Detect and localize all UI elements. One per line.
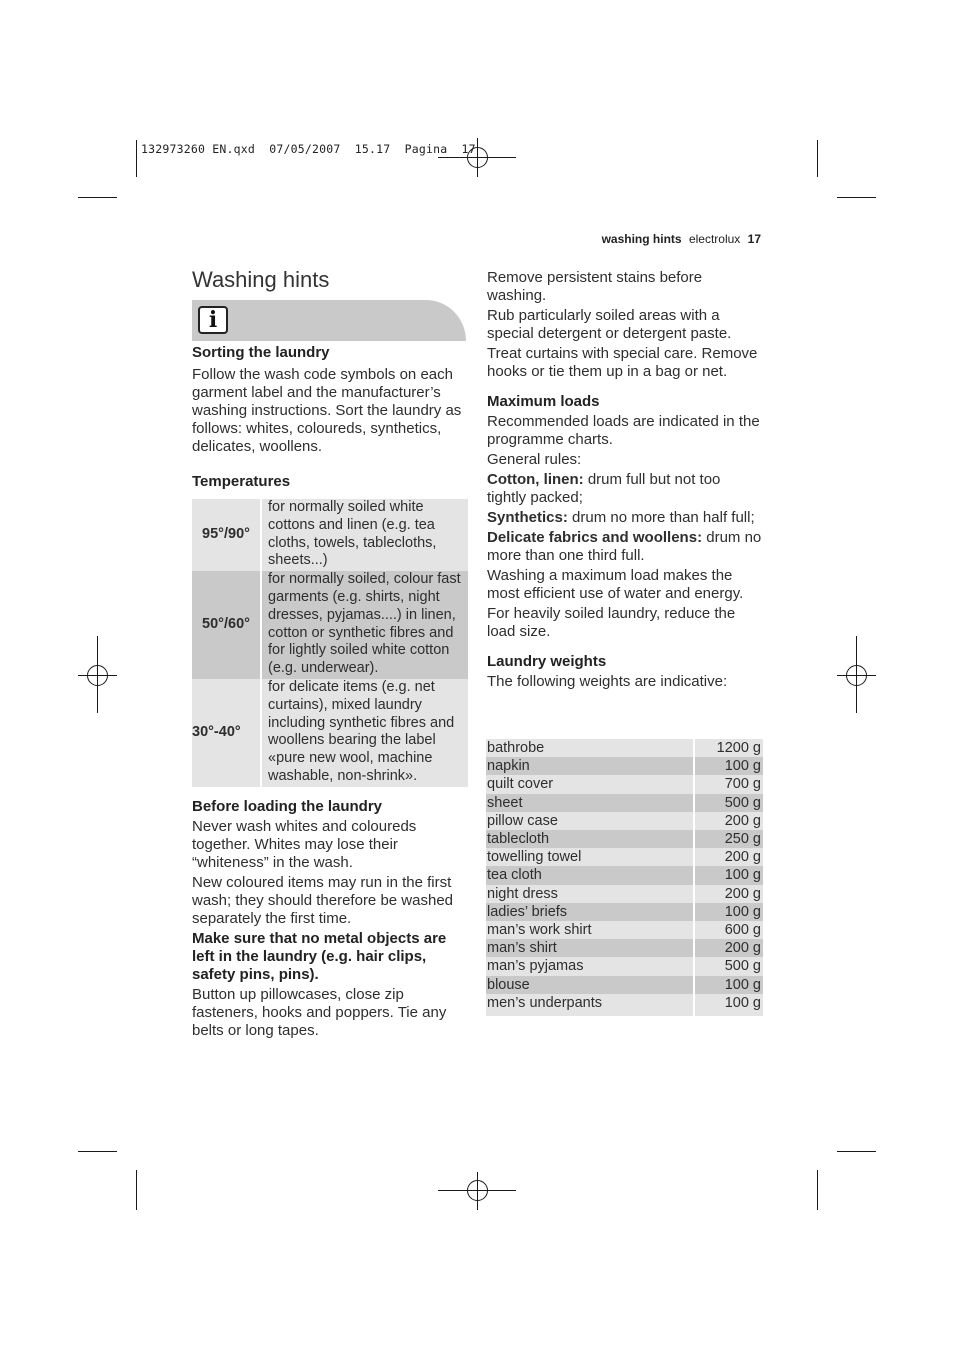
running-head-section: washing hints bbox=[601, 232, 682, 246]
max-loads-text-3: Washing a maximum load makes the most efficient use of water and energy. bbox=[487, 567, 744, 602]
cotton-rule-label: Cotton, linen: bbox=[487, 471, 584, 488]
crop-mark bbox=[78, 197, 117, 198]
crop-mark bbox=[136, 1170, 137, 1210]
crop-mark bbox=[837, 1151, 876, 1152]
weight-value: 250 g bbox=[694, 830, 763, 848]
weight-row bbox=[486, 903, 763, 921]
sorting-heading: Sorting the laundry bbox=[192, 344, 330, 361]
temperature-description: for normally soiled, colour fast garments (e.g. shirts, night dresses, pyjamas....) in linen, cotton or synthetic fibres and for lightly soiled white cotton (e.g. underwear). bbox=[261, 571, 468, 679]
weight-item: man’s work shirt bbox=[486, 921, 694, 939]
weight-value: 100 g bbox=[694, 994, 763, 1016]
cotton-rule bbox=[487, 471, 763, 507]
weight-item: night dress bbox=[486, 885, 694, 903]
weights-heading: Laundry weights bbox=[487, 653, 607, 670]
weight-value: 100 g bbox=[694, 903, 763, 921]
temperatures-table bbox=[192, 499, 468, 787]
print-slug: 132973260 EN.qxd 07/05/2007 15.17 Pagina 17 bbox=[141, 142, 476, 156]
weight-item: men’s underpants bbox=[486, 994, 694, 1016]
metal-objects-warning: Make sure that no metal objects are left in the laundry (e.g. hair clips, safety pins, pins). bbox=[192, 929, 447, 983]
delicates-rule bbox=[487, 529, 763, 565]
weight-value: 100 g bbox=[694, 976, 763, 994]
weight-value: 200 g bbox=[694, 939, 763, 957]
crop-mark bbox=[817, 1170, 818, 1210]
page-number: 17 bbox=[747, 232, 761, 246]
page-title: Washing hints bbox=[192, 267, 330, 292]
left-column bbox=[192, 344, 468, 1040]
weight-row bbox=[486, 830, 763, 848]
weight-row bbox=[486, 976, 763, 994]
weights-table bbox=[486, 739, 763, 1016]
weight-value: 100 g bbox=[694, 757, 763, 775]
weight-row bbox=[486, 939, 763, 957]
temperature-label: 50°/60° bbox=[192, 571, 261, 679]
max-loads-heading: Maximum loads bbox=[487, 393, 600, 410]
temperature-description: for delicate items (e.g. net curtains), mixed laundry including synthetic fibres and woollens bearing the label «pure new wool, machine washable, non-shrink». bbox=[261, 679, 468, 787]
delicates-rule-text: drum no more than one third full. bbox=[487, 529, 762, 564]
weights-intro: The following weights are indicative: bbox=[487, 673, 728, 690]
weight-row bbox=[486, 739, 763, 757]
max-loads-text-2: General rules: bbox=[487, 451, 582, 468]
before-loading-text-3: Button up pillowcases, close zip fasteners, hooks and poppers. Tie any belts or long tapes. bbox=[192, 985, 447, 1039]
weight-row bbox=[486, 775, 763, 793]
weight-item: tea cloth bbox=[486, 866, 694, 884]
stains-text-3: Treat curtains with special care. Remove hooks or tie them up in a bag or net. bbox=[487, 345, 758, 380]
temperature-description: for normally soiled white cottons and linen (e.g. tea cloths, towels, tablecloths, sheets...) bbox=[261, 499, 468, 571]
info-icon: i bbox=[198, 306, 228, 334]
weight-row bbox=[486, 866, 763, 884]
max-loads-text-1: Recommended loads are indicated in the programme charts. bbox=[487, 413, 760, 448]
weight-item: quilt cover bbox=[486, 775, 694, 793]
stains-text-1: Remove persistent stains before washing. bbox=[487, 269, 703, 304]
weight-row bbox=[486, 921, 763, 939]
right-column bbox=[487, 269, 763, 691]
synthetics-rule-label: Synthetics: bbox=[487, 509, 568, 526]
weight-row bbox=[486, 812, 763, 830]
before-loading-text-1: Never wash whites and coloureds together. Whites may lose their “whiteness” in the wash. bbox=[192, 817, 417, 871]
temperature-row bbox=[192, 679, 468, 787]
weight-row bbox=[486, 994, 763, 1016]
weight-item: napkin bbox=[486, 757, 694, 775]
weight-row bbox=[486, 757, 763, 775]
weight-value: 100 g bbox=[694, 866, 763, 884]
crop-mark bbox=[837, 197, 876, 198]
synthetics-rule bbox=[487, 509, 763, 527]
stains-text-2: Rub particularly soiled areas with a special detergent or detergent paste. bbox=[487, 307, 732, 342]
weight-value: 500 g bbox=[694, 957, 763, 975]
weight-row bbox=[486, 885, 763, 903]
temperature-label: 95°/90° bbox=[192, 499, 261, 571]
weight-item: tablecloth bbox=[486, 830, 694, 848]
weight-item: pillow case bbox=[486, 812, 694, 830]
temperature-label: 30°-40° bbox=[192, 679, 261, 787]
before-loading-heading: Before loading the laundry bbox=[192, 797, 383, 815]
temperature-row bbox=[192, 499, 468, 571]
before-loading-text-2: New coloured items may run in the first wash; they should therefore be washed separately the first time. bbox=[192, 873, 453, 927]
weight-row bbox=[486, 848, 763, 866]
temperature-row bbox=[192, 571, 468, 679]
temperatures-heading: Temperatures bbox=[192, 473, 291, 490]
max-loads-text-4: For heavily soiled laundry, reduce the load size. bbox=[487, 605, 736, 640]
weight-item: sheet bbox=[486, 794, 694, 812]
crop-mark bbox=[136, 140, 137, 177]
weight-value: 700 g bbox=[694, 775, 763, 793]
weight-row bbox=[486, 957, 763, 975]
crop-mark bbox=[78, 1151, 117, 1152]
crop-mark bbox=[817, 140, 818, 177]
sorting-text: Follow the wash code symbols on each garment label and the manufacturer’s washing instructions. Sort the laundry as follows: whites, coloureds, synthetics, delicates, woollens. bbox=[192, 366, 462, 455]
weight-value: 1200 g bbox=[694, 739, 763, 757]
weight-row bbox=[486, 794, 763, 812]
weight-item: man’s shirt bbox=[486, 939, 694, 957]
delicates-rule-label: Delicate fabrics and woollens: bbox=[487, 529, 703, 546]
running-head bbox=[602, 232, 761, 246]
weight-value: 200 g bbox=[694, 812, 763, 830]
weight-item: man’s pyjamas bbox=[486, 957, 694, 975]
weight-item: towelling towel bbox=[486, 848, 694, 866]
weight-item: bathrobe bbox=[486, 739, 694, 757]
synthetics-rule-text: drum no more than half full; bbox=[567, 509, 755, 526]
weight-item: ladies’ briefs bbox=[486, 903, 694, 921]
weight-value: 500 g bbox=[694, 794, 763, 812]
running-head-brand: electrolux bbox=[688, 232, 741, 246]
weight-value: 200 g bbox=[694, 885, 763, 903]
weight-value: 200 g bbox=[694, 848, 763, 866]
cotton-rule-text: drum full but not too tightly packed; bbox=[487, 471, 721, 506]
weight-item: blouse bbox=[486, 976, 694, 994]
info-band bbox=[192, 300, 466, 341]
weight-value: 600 g bbox=[694, 921, 763, 939]
